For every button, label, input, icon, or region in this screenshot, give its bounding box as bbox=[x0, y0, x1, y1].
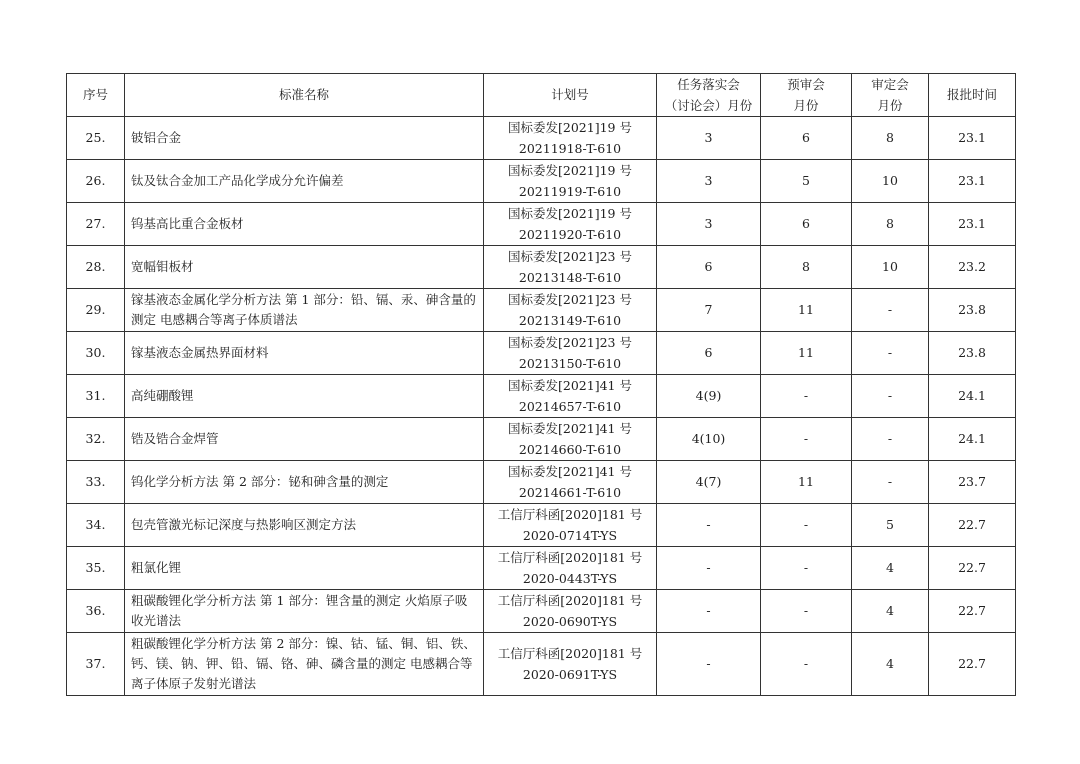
cell-submit-time: 24.1 bbox=[929, 375, 1016, 418]
cell-plan-number: 工信厅科函[2020]181 号 2020-0714T-YS bbox=[484, 504, 657, 547]
cell-task-month: - bbox=[657, 547, 761, 590]
cell-pre-review-month: - bbox=[761, 504, 852, 547]
cell-standard-name: 钨基高比重合金板材 bbox=[125, 203, 484, 246]
cell-final-review-month: 4 bbox=[852, 590, 929, 633]
cell-submit-time: 23.1 bbox=[929, 160, 1016, 203]
standards-table bbox=[66, 73, 1016, 696]
cell-submit-time: 23.1 bbox=[929, 203, 1016, 246]
cell-standard-name: 铍铝合金 bbox=[125, 117, 484, 160]
table-row bbox=[67, 203, 1016, 246]
cell-plan-number: 工信厅科函[2020]181 号 2020-0690T-YS bbox=[484, 590, 657, 633]
table-row bbox=[67, 246, 1016, 289]
table-row bbox=[67, 461, 1016, 504]
cell-plan-number: 国标委发[2021]41 号 20214661-T-610 bbox=[484, 461, 657, 504]
table-row bbox=[67, 590, 1016, 633]
cell-task-month: 3 bbox=[657, 160, 761, 203]
cell-submit-time: 23.1 bbox=[929, 117, 1016, 160]
cell-serial: 31. bbox=[67, 375, 125, 418]
table-row bbox=[67, 375, 1016, 418]
cell-serial: 37. bbox=[67, 633, 125, 696]
cell-task-month: 4(9) bbox=[657, 375, 761, 418]
table-row bbox=[67, 332, 1016, 375]
cell-task-month: 7 bbox=[657, 289, 761, 332]
cell-pre-review-month: 11 bbox=[761, 461, 852, 504]
col-header-task-meeting: 任务落实会 （讨论会）月份 bbox=[657, 74, 761, 117]
cell-serial: 25. bbox=[67, 117, 125, 160]
col-header-final-review: 审定会 月份 bbox=[852, 74, 929, 117]
cell-pre-review-month: 5 bbox=[761, 160, 852, 203]
cell-standard-name: 锆及锆合金焊管 bbox=[125, 418, 484, 461]
cell-task-month: 6 bbox=[657, 332, 761, 375]
table-row bbox=[67, 289, 1016, 332]
cell-final-review-month: 10 bbox=[852, 246, 929, 289]
col-header-serial: 序号 bbox=[67, 74, 125, 117]
cell-standard-name: 宽幅钼板材 bbox=[125, 246, 484, 289]
cell-task-month: 6 bbox=[657, 246, 761, 289]
cell-standard-name: 粗碳酸锂化学分析方法 第 2 部分：镍、钴、锰、铜、铝、铁、钙、镁、钠、钾、铅、镉、铬、砷、磷含量的测定 电感耦合等离子体原子发射光谱法 bbox=[125, 633, 484, 696]
cell-plan-number: 国标委发[2021]19 号 20211920-T-610 bbox=[484, 203, 657, 246]
col-header-submit-time: 报批时间 bbox=[929, 74, 1016, 117]
cell-pre-review-month: 8 bbox=[761, 246, 852, 289]
cell-plan-number: 工信厅科函[2020]181 号 2020-0443T-YS bbox=[484, 547, 657, 590]
cell-serial: 36. bbox=[67, 590, 125, 633]
cell-submit-time: 23.2 bbox=[929, 246, 1016, 289]
cell-submit-time: 23.8 bbox=[929, 332, 1016, 375]
cell-serial: 34. bbox=[67, 504, 125, 547]
cell-submit-time: 22.7 bbox=[929, 633, 1016, 696]
cell-standard-name: 高纯硼酸锂 bbox=[125, 375, 484, 418]
cell-submit-time: 23.8 bbox=[929, 289, 1016, 332]
cell-pre-review-month: 11 bbox=[761, 289, 852, 332]
header-row bbox=[67, 74, 1016, 117]
cell-standard-name: 钛及钛合金加工产品化学成分允许偏差 bbox=[125, 160, 484, 203]
cell-standard-name: 镓基液态金属化学分析方法 第 1 部分：铅、镉、汞、砷含量的测定 电感耦合等离子体质谱法 bbox=[125, 289, 484, 332]
cell-standard-name: 包壳管激光标记深度与热影响区测定方法 bbox=[125, 504, 484, 547]
table-row bbox=[67, 117, 1016, 160]
cell-serial: 30. bbox=[67, 332, 125, 375]
cell-serial: 35. bbox=[67, 547, 125, 590]
cell-serial: 32. bbox=[67, 418, 125, 461]
cell-plan-number: 国标委发[2021]23 号 20213149-T-610 bbox=[484, 289, 657, 332]
cell-plan-number: 国标委发[2021]19 号 20211918-T-610 bbox=[484, 117, 657, 160]
table-row bbox=[67, 547, 1016, 590]
cell-final-review-month: 5 bbox=[852, 504, 929, 547]
cell-final-review-month: 10 bbox=[852, 160, 929, 203]
table-row bbox=[67, 160, 1016, 203]
cell-serial: 26. bbox=[67, 160, 125, 203]
col-header-pre-review: 预审会 月份 bbox=[761, 74, 852, 117]
cell-submit-time: 23.7 bbox=[929, 461, 1016, 504]
cell-submit-time: 22.7 bbox=[929, 547, 1016, 590]
cell-task-month: - bbox=[657, 504, 761, 547]
cell-final-review-month: 4 bbox=[852, 547, 929, 590]
cell-pre-review-month: - bbox=[761, 547, 852, 590]
cell-task-month: 4(7) bbox=[657, 461, 761, 504]
cell-task-month: 4(10) bbox=[657, 418, 761, 461]
cell-plan-number: 工信厅科函[2020]181 号 2020-0691T-YS bbox=[484, 633, 657, 696]
cell-submit-time: 22.7 bbox=[929, 504, 1016, 547]
cell-task-month: - bbox=[657, 633, 761, 696]
cell-final-review-month: - bbox=[852, 461, 929, 504]
cell-final-review-month: - bbox=[852, 289, 929, 332]
cell-serial: 29. bbox=[67, 289, 125, 332]
cell-final-review-month: 4 bbox=[852, 633, 929, 696]
cell-standard-name: 钨化学分析方法 第 2 部分：铋和砷含量的测定 bbox=[125, 461, 484, 504]
cell-pre-review-month: 6 bbox=[761, 117, 852, 160]
cell-serial: 28. bbox=[67, 246, 125, 289]
cell-pre-review-month: - bbox=[761, 633, 852, 696]
cell-serial: 27. bbox=[67, 203, 125, 246]
cell-plan-number: 国标委发[2021]41 号 20214657-T-610 bbox=[484, 375, 657, 418]
cell-pre-review-month: - bbox=[761, 375, 852, 418]
cell-task-month: 3 bbox=[657, 203, 761, 246]
cell-submit-time: 22.7 bbox=[929, 590, 1016, 633]
cell-final-review-month: 8 bbox=[852, 203, 929, 246]
cell-plan-number: 国标委发[2021]41 号 20214660-T-610 bbox=[484, 418, 657, 461]
col-header-standard-name: 标准名称 bbox=[125, 74, 484, 117]
cell-pre-review-month: - bbox=[761, 418, 852, 461]
cell-plan-number: 国标委发[2021]19 号 20211919-T-610 bbox=[484, 160, 657, 203]
cell-final-review-month: 8 bbox=[852, 117, 929, 160]
cell-final-review-month: - bbox=[852, 418, 929, 461]
cell-pre-review-month: 6 bbox=[761, 203, 852, 246]
cell-submit-time: 24.1 bbox=[929, 418, 1016, 461]
cell-serial: 33. bbox=[67, 461, 125, 504]
cell-plan-number: 国标委发[2021]23 号 20213148-T-610 bbox=[484, 246, 657, 289]
cell-pre-review-month: 11 bbox=[761, 332, 852, 375]
cell-task-month: - bbox=[657, 590, 761, 633]
cell-final-review-month: - bbox=[852, 332, 929, 375]
cell-pre-review-month: - bbox=[761, 590, 852, 633]
cell-standard-name: 粗碳酸锂化学分析方法 第 1 部分：锂含量的测定 火焰原子吸收光谱法 bbox=[125, 590, 484, 633]
cell-standard-name: 粗氯化锂 bbox=[125, 547, 484, 590]
cell-plan-number: 国标委发[2021]23 号 20213150-T-610 bbox=[484, 332, 657, 375]
col-header-plan-number: 计划号 bbox=[484, 74, 657, 117]
cell-task-month: 3 bbox=[657, 117, 761, 160]
table-row bbox=[67, 504, 1016, 547]
table-row bbox=[67, 633, 1016, 696]
cell-standard-name: 镓基液态金属热界面材料 bbox=[125, 332, 484, 375]
table-row bbox=[67, 418, 1016, 461]
cell-final-review-month: - bbox=[852, 375, 929, 418]
